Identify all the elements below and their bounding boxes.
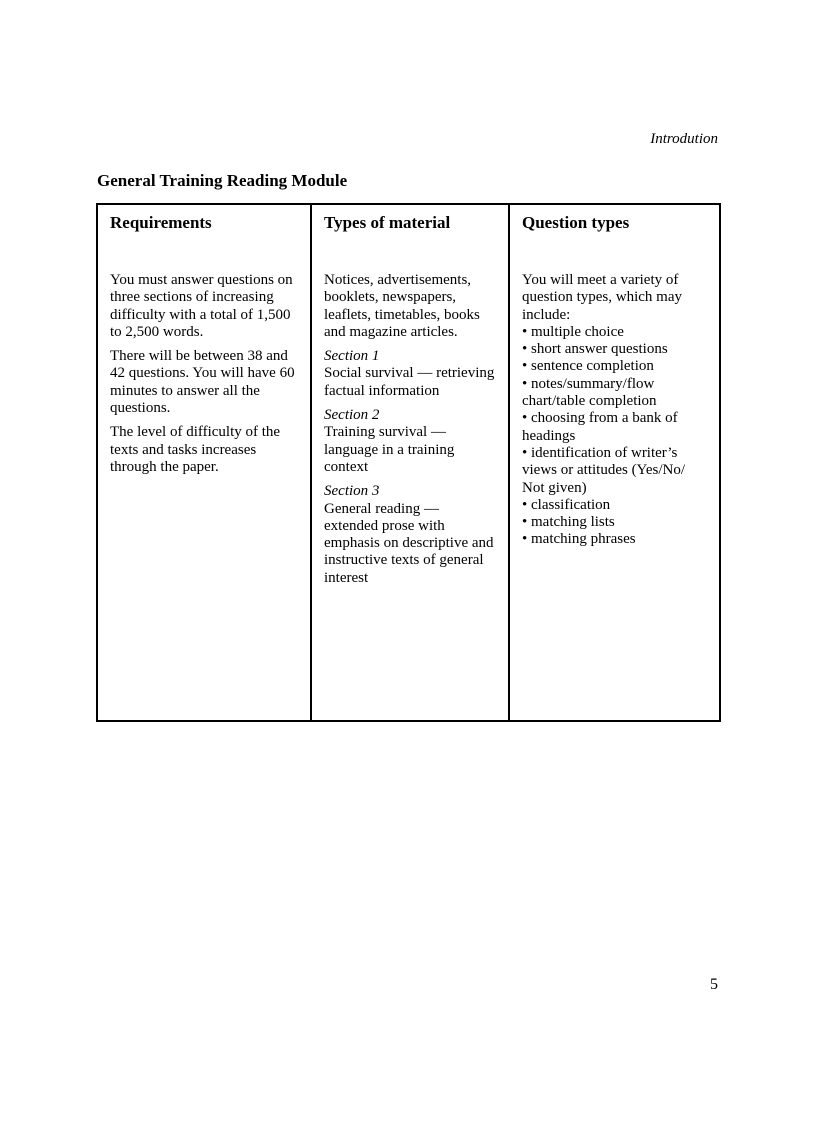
section-text: Social survival — retrieving factual information: [324, 365, 495, 399]
list-item: • notes/summary/flow chart/table completion: [522, 376, 707, 411]
question-types-list: [522, 324, 707, 549]
section-text: Training survival — language in a training context: [324, 424, 455, 475]
requirements-column: [97, 204, 311, 721]
requirements-heading: Requirements: [110, 213, 212, 232]
list-item: • multiple choice: [522, 324, 707, 341]
materials-section: [324, 483, 496, 587]
module-info-table: [96, 203, 721, 722]
list-item: • sentence completion: [522, 358, 707, 375]
section-label: Section 1: [324, 348, 380, 365]
list-item: • matching lists: [522, 514, 707, 531]
question-types-column: [509, 204, 720, 721]
running-header: Introdution: [650, 131, 718, 147]
list-item: • identification of writer’s views or attitudes (Yes/No/ Not given): [522, 445, 707, 497]
list-item: • classification: [522, 497, 707, 514]
section-label: Section 2: [324, 407, 380, 424]
question-types-intro: You will meet a variety of question types, which may include:: [522, 272, 682, 323]
page-number: 5: [710, 976, 718, 993]
materials-intro: Notices, advertisements, booklets, newspapers, leaflets, timetables, books and magazine articles.: [324, 272, 480, 340]
section-text: General reading — extended prose with emphasis on descriptive and instructive texts of general interest: [324, 500, 494, 586]
list-item: • choosing from a bank of headings: [522, 410, 707, 445]
requirements-paragraph: You must answer questions on three sections of increasing difficulty with a total of 1,500 to 2,500 words.: [110, 272, 293, 340]
materials-section: [324, 407, 496, 476]
materials-section: [324, 348, 496, 400]
module-title: General Training Reading Module: [97, 171, 348, 190]
list-item: • matching phrases: [522, 531, 707, 548]
table-row: [97, 204, 720, 721]
section-label: Section 3: [324, 483, 380, 500]
materials-heading: Types of material: [324, 213, 451, 232]
list-item: • short answer questions: [522, 341, 707, 358]
requirements-paragraph: The level of difficulty of the texts and tasks increases through the paper.: [110, 424, 281, 475]
requirements-paragraph: There will be between 38 and 42 questions. You will have 60 minutes to answer all the questions.: [110, 348, 295, 417]
question-types-heading: Question types: [522, 213, 630, 232]
materials-column: [311, 204, 509, 721]
